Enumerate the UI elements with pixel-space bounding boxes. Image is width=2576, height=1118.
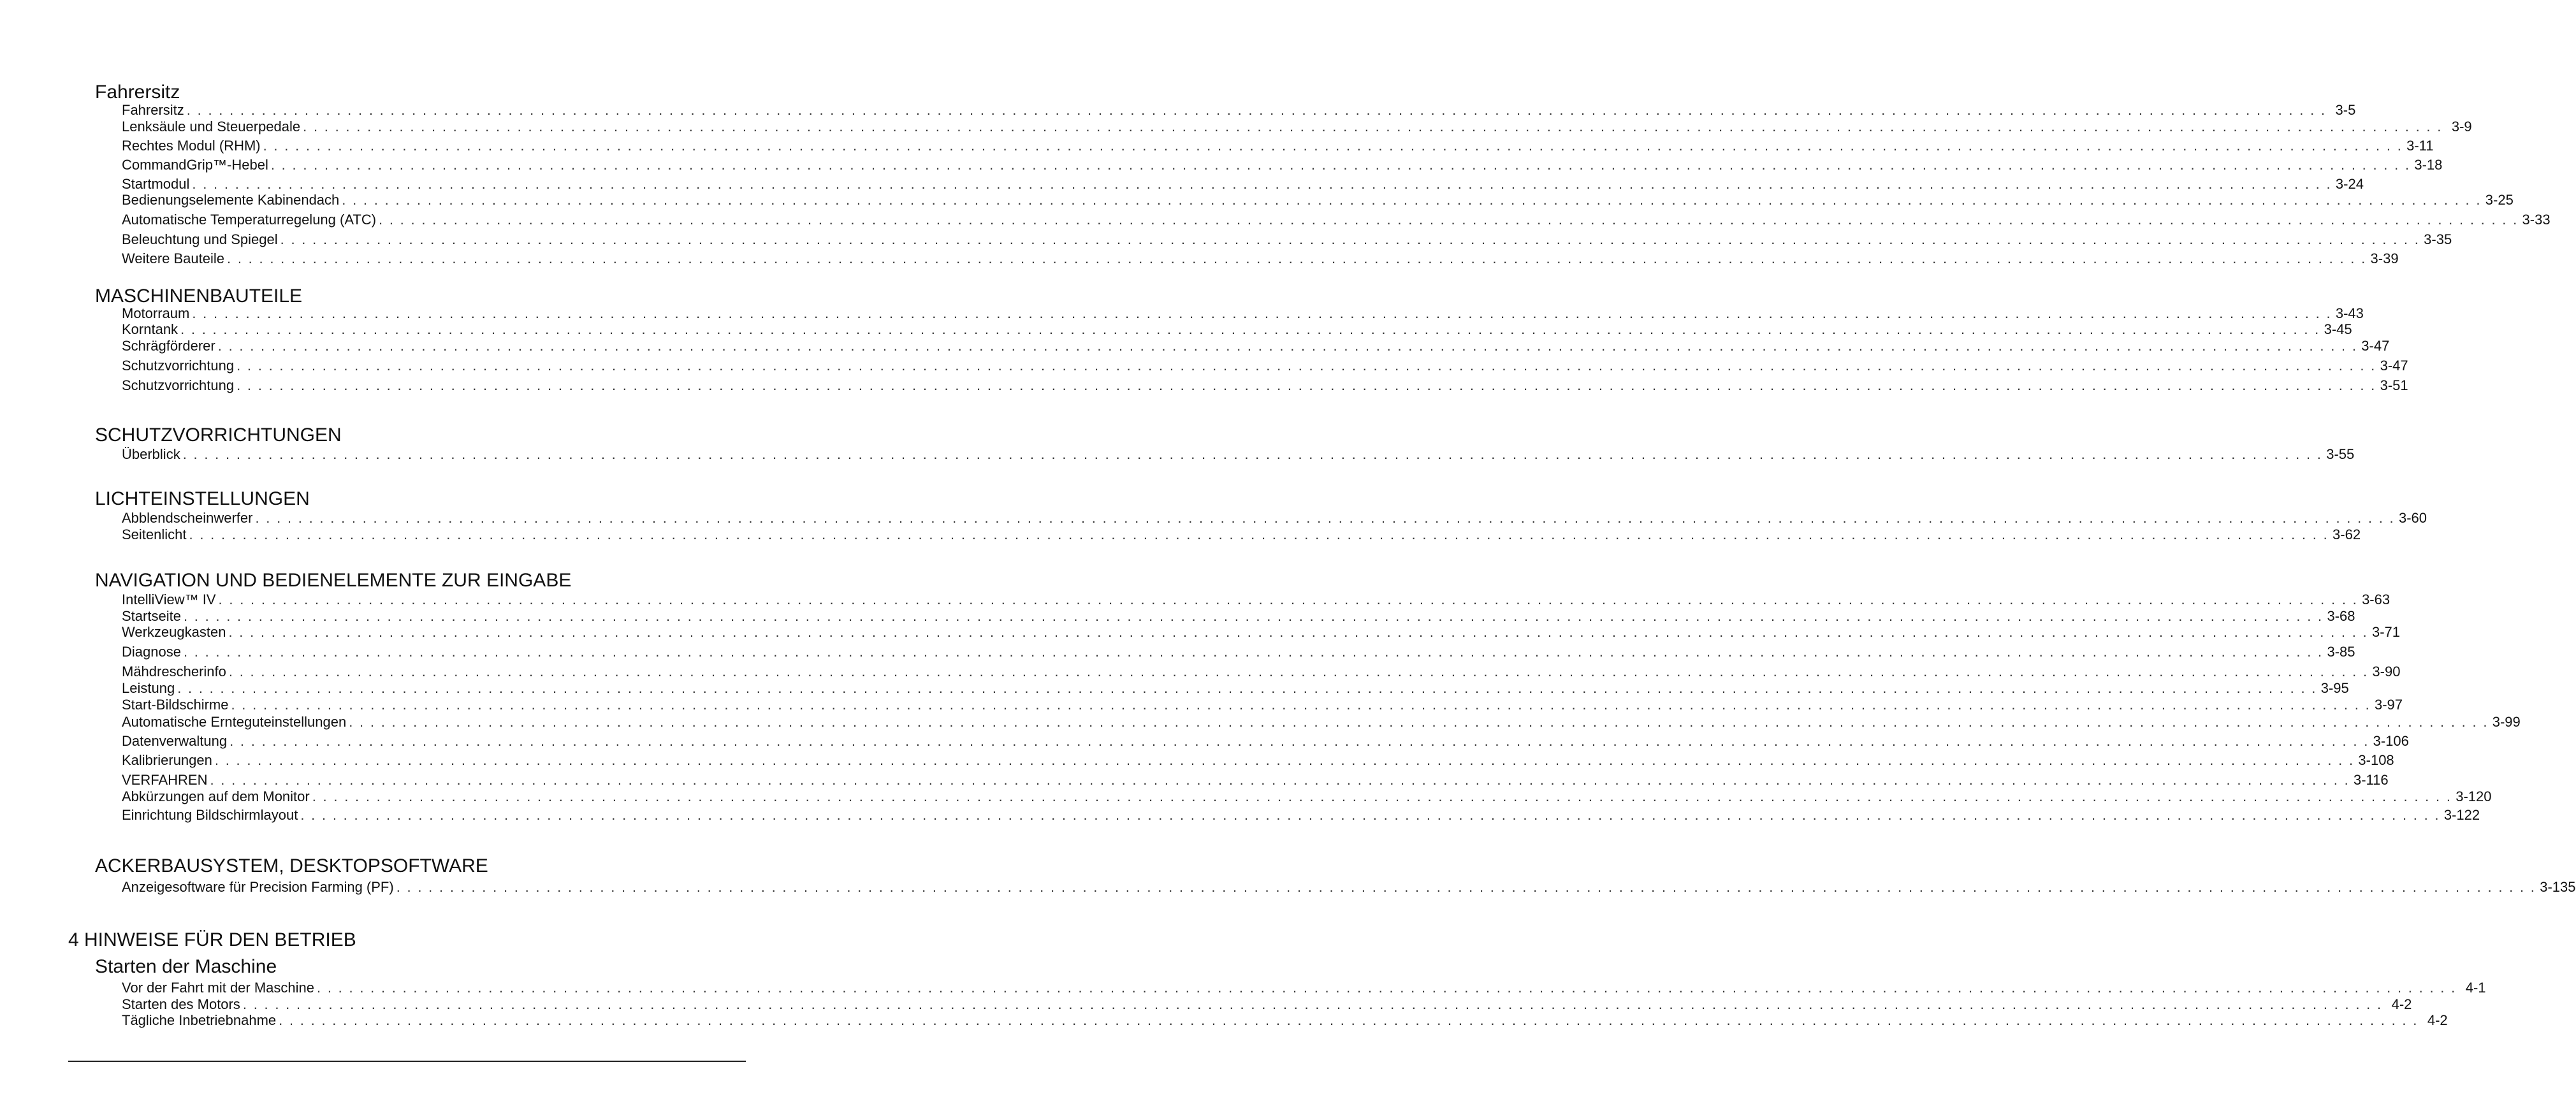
toc-entry-page: 3-25	[2485, 192, 2514, 208]
dot-leader: . . . . . . . . . . . . . . . . . . . . . . . . . . . . . . . . . . . . . . . . . . . . . . . . . . . . . . . . . . . . . . . . . . . . . . . . . . . . . . . . . . . . . . . . . . . . . . . . . . . . . . . . . . . . . . . . . . . . . . . . . . . . . . . . . . . . . . . . . . . . . . . . . . . . . . . . . . . . . . . . . . . . . . . . . . . . . . . . . . . . . . . . . . . . . . . . . . . . . . . .	[263, 138, 2403, 154]
dot-leader: . . . . . . . . . . . . . . . . . . . . . . . . . . . . . . . . . . . . . . . . . . . . . . . . . . . . . . . . . . . . . . . . . . . . . . . . . . . . . . . . . . . . . . . . . . . . . . . . . . . . . . . . . . . . . . . . . . . . . . . . . . . . . . . . . . . . . . . . . . . . . . . . . . . . . . . . . . . . . . . . . . . . . . . . . . . . . . . . . . . . . . . . . . . . . . . . . . . . . . . .	[349, 714, 2489, 730]
toc-entry-label: Mähdrescherinfo	[122, 664, 226, 679]
toc-entry[interactable]	[122, 445, 2355, 463]
toc-entry-label: Diagnose	[122, 644, 181, 660]
toc-entry[interactable]	[122, 376, 2408, 394]
toc-entry[interactable]	[122, 642, 2355, 660]
dot-leader: . . . . . . . . . . . . . . . . . . . . . . . . . . . . . . . . . . . . . . . . . . . . . . . . . . . . . . . . . . . . . . . . . . . . . . . . . . . . . . . . . . . . . . . . . . . . . . . . . . . . . . . . . . . . . . . . . . . . . . . . . . . . . . . . . . . . . . . . . . . . . . . . . . . . . . . . . . . . . . . . . . . . . . . . . . . . . . . . . . . . . . . . . . . . . . . . . . . . . . . .	[218, 592, 2359, 607]
toc-entry-page: 3-120	[2456, 788, 2492, 804]
toc-entry-label: Schutzvorrichtung	[122, 358, 235, 374]
toc-entry-label: Abkürzungen auf dem Monitor	[122, 788, 310, 804]
toc-entry-page: 4-1	[2465, 980, 2486, 996]
toc-entry-label: Lenksäule und Steuerpedale	[122, 119, 301, 134]
dot-leader: . . . . . . . . . . . . . . . . . . . . . . . . . . . . . . . . . . . . . . . . . . . . . . . . . . . . . . . . . . . . . . . . . . . . . . . . . . . . . . . . . . . . . . . . . . . . . . . . . . . . . . . . . . . . . . . . . . . . . . . . . . . . . . . . . . . . . . . . . . . . . . . . . . . . . . . . . . . . . . . . . . . . . . . . . . . . . . . . . . . . . . . . . . . . . . . . . . . . . . . .	[180, 321, 2320, 337]
toc-entry-page: 3-55	[2326, 446, 2355, 462]
toc-entry-page: 3-85	[2327, 644, 2355, 660]
toc-entry-page: 3-116	[2354, 772, 2389, 788]
toc-entry-label: Beleuchtung und Spiegel	[122, 231, 278, 247]
toc-entry[interactable]	[122, 732, 2409, 750]
toc-entry-label: Starten des Motors	[122, 996, 240, 1012]
toc-entry[interactable]	[122, 136, 2434, 154]
dot-leader: . . . . . . . . . . . . . . . . . . . . . . . . . . . . . . . . . . . . . . . . . . . . . . . . . . . . . . . . . . . . . . . . . . . . . . . . . . . . . . . . . . . . . . . . . . . . . . . . . . . . . . . . . . . . . . . . . . . . . . . . . . . . . . . . . . . . . . . . . . . . . . . . . . . . . . . . . . . . . . . . . . . . . . . . . . . . . . . . . . . . . . . . . . . . . . . . . . . . . . . .	[312, 788, 2452, 804]
toc-entry[interactable]	[122, 356, 2408, 374]
toc-entry[interactable]	[122, 1011, 2448, 1029]
dot-leader: . . . . . . . . . . . . . . . . . . . . . . . . . . . . . . . . . . . . . . . . . . . . . . . . . . . . . . . . . . . . . . . . . . . . . . . . . . . . . . . . . . . . . . . . . . . . . . . . . . . . . . . . . . . . . . . . . . . . . . . . . . . . . . . . . . . . . . . . . . . . . . . . . . . . . . . . . . . . . . . . . . . . . . . . . . . . . . . . . . . . . . . . . . . . . . . . . . . . . . . .	[303, 119, 2443, 134]
toc-entry-label: Bedienungselemente Kabinendach	[122, 192, 340, 208]
toc-entry-label: Überblick	[122, 446, 180, 462]
toc-entry[interactable]	[122, 525, 2361, 543]
toc-entry-page: 3-108	[2358, 752, 2394, 768]
toc-entry[interactable]	[122, 117, 2472, 135]
toc-entry-page: 3-51	[2380, 377, 2408, 393]
toc-entry-page: 3-45	[2324, 321, 2352, 337]
toc-entry-page: 3-11	[2406, 138, 2434, 154]
toc-entry-label: Startseite	[122, 608, 181, 624]
toc-entry-page: 4-2	[2391, 996, 2412, 1012]
toc-entry-page: 3-60	[2398, 510, 2427, 526]
dot-leader: . . . . . . . . . . . . . . . . . . . . . . . . . . . . . . . . . . . . . . . . . . . . . . . . . . . . . . . . . . . . . . . . . . . . . . . . . . . . . . . . . . . . . . . . . . . . . . . . . . . . . . . . . . . . . . . . . . . . . . . . . . . . . . . . . . . . . . . . . . . . . . . . . . . . . . . . . . . . . . . . . . . . . . . . . . . . . . . . . . . . . . . . . . . . . . . . . . . . . . . .	[228, 664, 2369, 679]
section-title: SCHUTZVORRICHTUNGEN	[95, 425, 342, 446]
toc-entry[interactable]	[122, 751, 2394, 769]
dot-leader: . . . . . . . . . . . . . . . . . . . . . . . . . . . . . . . . . . . . . . . . . . . . . . . . . . . . . . . . . . . . . . . . . . . . . . . . . . . . . . . . . . . . . . . . . . . . . . . . . . . . . . . . . . . . . . . . . . . . . . . . . . . . . . . . . . . . . . . . . . . . . . . . . . . . . . . . . . . . . . . . . . . . . . . . . . . . . . . . . . . . . . . . . . . . . . . . . . . . . . . .	[228, 624, 2368, 640]
toc-entry[interactable]	[122, 713, 2521, 730]
toc-entry-label: Vor der Fahrt mit der Maschine	[122, 980, 315, 996]
toc-entry[interactable]	[122, 771, 2389, 788]
toc-entry-page: 3-135	[2540, 879, 2576, 895]
toc-entry-label: Start-Bildschirme	[122, 697, 229, 713]
toc-entry[interactable]	[122, 878, 2576, 896]
toc-entry[interactable]	[122, 695, 2403, 713]
footer-rule	[68, 1061, 746, 1062]
dot-leader: . . . . . . . . . . . . . . . . . . . . . . . . . . . . . . . . . . . . . . . . . . . . . . . . . . . . . . . . . . . . . . . . . . . . . . . . . . . . . . . . . . . . . . . . . . . . . . . . . . . . . . . . . . . . . . . . . . . . . . . . . . . . . . . . . . . . . . . . . . . . . . . . . . . . . . . . . . . . . . . . . . . . . . . . . . . . . . . . . . . . . . . . . . . . . . . . . . . . . . . .	[210, 772, 2350, 788]
toc-entry-page: 3-99	[2492, 714, 2521, 730]
dot-leader: . . . . . . . . . . . . . . . . . . . . . . . . . . . . . . . . . . . . . . . . . . . . . . . . . . . . . . . . . . . . . . . . . . . . . . . . . . . . . . . . . . . . . . . . . . . . . . . . . . . . . . . . . . . . . . . . . . . . . . . . . . . . . . . . . . . . . . . . . . . . . . . . . . . . . . . . . . . . . . . . . . . . . . . . . . . . . . . . . . . . . . . . . . . . . . . . . . . . . . . .	[255, 510, 2395, 526]
toc-entry-label: Schrägförderer	[122, 338, 215, 354]
toc-entry-label: Automatische Ernteguteinstellungen	[122, 714, 347, 730]
toc-entry-page: 3-90	[2372, 664, 2401, 679]
dot-leader: . . . . . . . . . . . . . . . . . . . . . . . . . . . . . . . . . . . . . . . . . . . . . . . . . . . . . . . . . . . . . . . . . . . . . . . . . . . . . . . . . . . . . . . . . . . . . . . . . . . . . . . . . . . . . . . . . . . . . . . . . . . . . . . . . . . . . . . . . . . . . . . . . . . . . . . . . . . . . . . . . . . . . . . . . . . . . . . . . . . . . . . . . . . . . . . . . . . . . . . .	[396, 879, 2536, 895]
toc-entry-page: 3-47	[2361, 338, 2390, 354]
toc-entry[interactable]	[122, 101, 2356, 119]
dot-leader: . . . . . . . . . . . . . . . . . . . . . . . . . . . . . . . . . . . . . . . . . . . . . . . . . . . . . . . . . . . . . . . . . . . . . . . . . . . . . . . . . . . . . . . . . . . . . . . . . . . . . . . . . . . . . . . . . . . . . . . . . . . . . . . . . . . . . . . . . . . . . . . . . . . . . . . . . . . . . . . . . . . . . . . . . . . . . . . . . . . . . . . . . . . . . . . . . . . . . . . .	[236, 377, 2376, 393]
toc-entry-label: Schutzvorrichtung	[122, 377, 235, 393]
toc-entry[interactable]	[122, 679, 2349, 697]
toc-entry-page: 3-9	[2451, 119, 2472, 134]
toc-entry[interactable]	[122, 509, 2427, 526]
toc-entry[interactable]	[122, 995, 2412, 1013]
dot-leader: . . . . . . . . . . . . . . . . . . . . . . . . . . . . . . . . . . . . . . . . . . . . . . . . . . . . . . . . . . . . . . . . . . . . . . . . . . . . . . . . . . . . . . . . . . . . . . . . . . . . . . . . . . . . . . . . . . . . . . . . . . . . . . . . . . . . . . . . . . . . . . . . . . . . . . . . . . . . . . . . . . . . . . . . . . . . . . . . . . . . . . . . . . . . . . . . . . . . . . . .	[186, 102, 2327, 118]
dot-leader: . . . . . . . . . . . . . . . . . . . . . . . . . . . . . . . . . . . . . . . . . . . . . . . . . . . . . . . . . . . . . . . . . . . . . . . . . . . . . . . . . . . . . . . . . . . . . . . . . . . . . . . . . . . . . . . . . . . . . . . . . . . . . . . . . . . . . . . . . . . . . . . . . . . . . . . . . . . . . . . . . . . . . . . . . . . . . . . . . . . . . . . . . . . . . . . . . . . . . . . .	[177, 680, 2317, 696]
toc-entry[interactable]	[122, 320, 2352, 338]
toc-entry-label: Tägliche Inbetriebnahme	[122, 1012, 277, 1028]
toc-entry[interactable]	[122, 978, 2486, 996]
dot-leader: . . . . . . . . . . . . . . . . . . . . . . . . . . . . . . . . . . . . . . . . . . . . . . . . . . . . . . . . . . . . . . . . . . . . . . . . . . . . . . . . . . . . . . . . . . . . . . . . . . . . . . . . . . . . . . . . . . . . . . . . . . . . . . . . . . . . . . . . . . . . . . . . . . . . . . . . . . . . . . . . . . . . . . . . . . . . . . . . . . . . . . . . . . . . . . . . . . . . . . . .	[192, 176, 2332, 192]
dot-leader: . . . . . . . . . . . . . . . . . . . . . . . . . . . . . . . . . . . . . . . . . . . . . . . . . . . . . . . . . . . . . . . . . . . . . . . . . . . . . . . . . . . . . . . . . . . . . . . . . . . . . . . . . . . . . . . . . . . . . . . . . . . . . . . . . . . . . . . . . . . . . . . . . . . . . . . . . . . . . . . . . . . . . . . . . . . . . . . . . . . . . . . . . . . . . . . . . . . . . . . .	[229, 733, 2369, 749]
toc-entry[interactable]	[122, 175, 2364, 192]
toc-entry-label: Einrichtung Bildschirmlayout	[122, 807, 298, 823]
toc-entry-label: Kalibrierungen	[122, 752, 212, 768]
dot-leader: . . . . . . . . . . . . . . . . . . . . . . . . . . . . . . . . . . . . . . . . . . . . . . . . . . . . . . . . . . . . . . . . . . . . . . . . . . . . . . . . . . . . . . . . . . . . . . . . . . . . . . . . . . . . . . . . . . . . . . . . . . . . . . . . . . . . . . . . . . . . . . . . . . . . . . . . . . . . . . . . . . . . . . . . . . . . . . . . . . . . . . . . . . . . . . . . . . . . . . . .	[217, 338, 2358, 354]
toc-entry-label: Startmodul	[122, 176, 190, 192]
toc-entry-label: Automatische Temperaturregelung (ATC)	[122, 212, 377, 228]
toc-entry[interactable]	[122, 249, 2399, 267]
toc-entry-page: 3-5	[2335, 102, 2356, 118]
dot-leader: . . . . . . . . . . . . . . . . . . . . . . . . . . . . . . . . . . . . . . . . . . . . . . . . . . . . . . . . . . . . . . . . . . . . . . . . . . . . . . . . . . . . . . . . . . . . . . . . . . . . . . . . . . . . . . . . . . . . . . . . . . . . . . . . . . . . . . . . . . . . . . . . . . . . . . . . . . . . . . . . . . . . . . . . . . . . . . . . . . . . . . . . . . . . . . . . . . . . . . . .	[189, 526, 2329, 542]
toc-entry-label: Seitenlicht	[122, 526, 187, 542]
toc-entry-page: 3-63	[2362, 592, 2390, 607]
toc-entry-page: 4-2	[2427, 1012, 2448, 1028]
toc-entry[interactable]	[122, 607, 2355, 625]
chapter-title: 4 HINWEISE FÜR DEN BETRIEB	[68, 929, 356, 950]
dot-leader: . . . . . . . . . . . . . . . . . . . . . . . . . . . . . . . . . . . . . . . . . . . . . . . . . . . . . . . . . . . . . . . . . . . . . . . . . . . . . . . . . . . . . . . . . . . . . . . . . . . . . . . . . . . . . . . . . . . . . . . . . . . . . . . . . . . . . . . . . . . . . . . . . . . . . . . . . . . . . . . . . . . . . . . . . . . . . . . . . . . . . . . . . . . . . . . . . . . . . . . .	[182, 446, 2323, 462]
section-title: MASCHINENBAUTEILE	[95, 286, 303, 307]
toc-entry-page: 3-68	[2327, 608, 2355, 624]
dot-leader: . . . . . . . . . . . . . . . . . . . . . . . . . . . . . . . . . . . . . . . . . . . . . . . . . . . . . . . . . . . . . . . . . . . . . . . . . . . . . . . . . . . . . . . . . . . . . . . . . . . . . . . . . . . . . . . . . . . . . . . . . . . . . . . . . . . . . . . . . . . . . . . . . . . . . . . . . . . . . . . . . . . . . . . . . . . . . . . . . . . . . . . . . . . . . . . . . . . . . . . .	[183, 608, 2324, 624]
dot-leader: . . . . . . . . . . . . . . . . . . . . . . . . . . . . . . . . . . . . . . . . . . . . . . . . . . . . . . . . . . . . . . . . . . . . . . . . . . . . . . . . . . . . . . . . . . . . . . . . . . . . . . . . . . . . . . . . . . . . . . . . . . . . . . . . . . . . . . . . . . . . . . . . . . . . . . . . . . . . . . . . . . . . . . . . . . . . . . . . . . . . . . . . . . . . . . . . . . . . . . . .	[280, 231, 2420, 247]
toc-entry-page: 3-97	[2375, 697, 2403, 713]
toc-entry-label: VERFAHREN	[122, 772, 208, 788]
toc-entry[interactable]	[122, 590, 2390, 608]
dot-leader: . . . . . . . . . . . . . . . . . . . . . . . . . . . . . . . . . . . . . . . . . . . . . . . . . . . . . . . . . . . . . . . . . . . . . . . . . . . . . . . . . . . . . . . . . . . . . . . . . . . . . . . . . . . . . . . . . . . . . . . . . . . . . . . . . . . . . . . . . . . . . . . . . . . . . . . . . . . . . . . . . . . . . . . . . . . . . . . . . . . . . . . . . . . . . . . . . . . . . . . .	[279, 1012, 2419, 1028]
dot-leader: . . . . . . . . . . . . . . . . . . . . . . . . . . . . . . . . . . . . . . . . . . . . . . . . . . . . . . . . . . . . . . . . . . . . . . . . . . . . . . . . . . . . . . . . . . . . . . . . . . . . . . . . . . . . . . . . . . . . . . . . . . . . . . . . . . . . . . . . . . . . . . . . . . . . . . . . . . . . . . . . . . . . . . . . . . . . . . . . . . . . . . . . . . . . . . . . . . . . . . . .	[227, 250, 2367, 266]
toc-entry[interactable]	[122, 230, 2452, 248]
dot-leader: . . . . . . . . . . . . . . . . . . . . . . . . . . . . . . . . . . . . . . . . . . . . . . . . . . . . . . . . . . . . . . . . . . . . . . . . . . . . . . . . . . . . . . . . . . . . . . . . . . . . . . . . . . . . . . . . . . . . . . . . . . . . . . . . . . . . . . . . . . . . . . . . . . . . . . . . . . . . . . . . . . . . . . . . . . . . . . . . . . . . . . . . . . . . . . . . . . . . . . . .	[317, 980, 2457, 996]
dot-leader: . . . . . . . . . . . . . . . . . . . . . . . . . . . . . . . . . . . . . . . . . . . . . . . . . . . . . . . . . . . . . . . . . . . . . . . . . . . . . . . . . . . . . . . . . . . . . . . . . . . . . . . . . . . . . . . . . . . . . . . . . . . . . . . . . . . . . . . . . . . . . . . . . . . . . . . . . . . . . . . . . . . . . . . . . . . . . . . . . . . . . . . . . . . . . . . . . . . . . . . .	[214, 752, 2355, 768]
toc-entry-label: Datenverwaltung	[122, 733, 228, 749]
toc-entry[interactable]	[122, 662, 2401, 680]
toc-entry-page: 3-62	[2332, 526, 2361, 542]
toc-entry-label: Abblendscheinwerfer	[122, 510, 253, 526]
toc-entry[interactable]	[122, 210, 2551, 228]
toc-entry[interactable]	[122, 337, 2390, 354]
toc-entry-page: 3-47	[2380, 358, 2408, 374]
toc-entry-label: Weitere Bauteile	[122, 250, 225, 266]
dot-leader: . . . . . . . . . . . . . . . . . . . . . . . . . . . . . . . . . . . . . . . . . . . . . . . . . . . . . . . . . . . . . . . . . . . . . . . . . . . . . . . . . . . . . . . . . . . . . . . . . . . . . . . . . . . . . . . . . . . . . . . . . . . . . . . . . . . . . . . . . . . . . . . . . . . . . . . . . . . . . . . . . . . . . . . . . . . . . . . . . . . . . . . . . . . . . . . . . . . . . . . .	[300, 807, 2440, 823]
toc-entry[interactable]	[122, 304, 2364, 322]
toc-entry-label: Leistung	[122, 680, 175, 696]
section-title: LICHTEINSTELLUNGEN	[95, 488, 310, 509]
toc-entry-label: Werkzeugkasten	[122, 624, 226, 640]
toc-entry-page: 3-18	[2414, 157, 2443, 173]
section-title: ACKERBAUSYSTEM, DESKTOPSOFTWARE	[95, 855, 488, 876]
toc-entry-label: Korntank	[122, 321, 178, 337]
toc-entry-page: 3-35	[2424, 231, 2452, 247]
toc-entry-label: Rechtes Modul (RHM)	[122, 138, 261, 154]
dot-leader: . . . . . . . . . . . . . . . . . . . . . . . . . . . . . . . . . . . . . . . . . . . . . . . . . . . . . . . . . . . . . . . . . . . . . . . . . . . . . . . . . . . . . . . . . . . . . . . . . . . . . . . . . . . . . . . . . . . . . . . . . . . . . . . . . . . . . . . . . . . . . . . . . . . . . . . . . . . . . . . . . . . . . . . . . . . . . . . . . . . . . . . . . . . . . . . . . . . . . . . .	[379, 212, 2519, 228]
toc-entry-page: 3-43	[2335, 305, 2364, 321]
toc-entry-page: 3-122	[2443, 807, 2480, 823]
toc-entry-label: Motorraum	[122, 305, 190, 321]
toc-entry-label: Anzeigesoftware für Precision Farming (PF)	[122, 879, 394, 895]
dot-leader: . . . . . . . . . . . . . . . . . . . . . . . . . . . . . . . . . . . . . . . . . . . . . . . . . . . . . . . . . . . . . . . . . . . . . . . . . . . . . . . . . . . . . . . . . . . . . . . . . . . . . . . . . . . . . . . . . . . . . . . . . . . . . . . . . . . . . . . . . . . . . . . . . . . . . . . . . . . . . . . . . . . . . . . . . . . . . . . . . . . . . . . . . . . . . . . . . . . . . . . .	[242, 996, 2383, 1012]
toc-entry-page: 3-39	[2370, 250, 2399, 266]
toc-entry-page: 3-33	[2522, 212, 2551, 228]
section-title: Starten der Maschine	[95, 956, 277, 977]
section-title: NAVIGATION UND BEDIENELEMENTE ZUR EINGABE	[95, 570, 572, 591]
toc-entry[interactable]	[122, 806, 2480, 824]
toc-entry[interactable]	[122, 623, 2401, 641]
toc-entry[interactable]	[122, 156, 2443, 173]
toc-entry-page: 3-71	[2371, 624, 2401, 640]
toc-entry-page: 3-95	[2320, 680, 2349, 696]
dot-leader: . . . . . . . . . . . . . . . . . . . . . . . . . . . . . . . . . . . . . . . . . . . . . . . . . . . . . . . . . . . . . . . . . . . . . . . . . . . . . . . . . . . . . . . . . . . . . . . . . . . . . . . . . . . . . . . . . . . . . . . . . . . . . . . . . . . . . . . . . . . . . . . . . . . . . . . . . . . . . . . . . . . . . . . . . . . . . . . . . . . . . . . . . . . . . . . . . . . . . . . .	[183, 644, 2324, 660]
toc-entry[interactable]	[122, 191, 2514, 208]
dot-leader: . . . . . . . . . . . . . . . . . . . . . . . . . . . . . . . . . . . . . . . . . . . . . . . . . . . . . . . . . . . . . . . . . . . . . . . . . . . . . . . . . . . . . . . . . . . . . . . . . . . . . . . . . . . . . . . . . . . . . . . . . . . . . . . . . . . . . . . . . . . . . . . . . . . . . . . . . . . . . . . . . . . . . . . . . . . . . . . . . . . . . . . . . . . . . . . . . . . . . . . .	[192, 305, 2332, 321]
dot-leader: . . . . . . . . . . . . . . . . . . . . . . . . . . . . . . . . . . . . . . . . . . . . . . . . . . . . . . . . . . . . . . . . . . . . . . . . . . . . . . . . . . . . . . . . . . . . . . . . . . . . . . . . . . . . . . . . . . . . . . . . . . . . . . . . . . . . . . . . . . . . . . . . . . . . . . . . . . . . . . . . . . . . . . . . . . . . . . . . . . . . . . . . . . . . . . . . . . . . . . . .	[231, 697, 2371, 713]
dot-leader: . . . . . . . . . . . . . . . . . . . . . . . . . . . . . . . . . . . . . . . . . . . . . . . . . . . . . . . . . . . . . . . . . . . . . . . . . . . . . . . . . . . . . . . . . . . . . . . . . . . . . . . . . . . . . . . . . . . . . . . . . . . . . . . . . . . . . . . . . . . . . . . . . . . . . . . . . . . . . . . . . . . . . . . . . . . . . . . . . . . . . . . . . . . . . . . . . . . . . . . .	[270, 157, 2411, 173]
toc-entry-page: 3-24	[2335, 176, 2364, 192]
toc-entry-label: IntelliView™ IV	[122, 592, 216, 607]
toc-entry[interactable]	[122, 787, 2492, 805]
section-title: Fahrersitz	[95, 82, 180, 103]
toc-entry-page: 3-106	[2373, 733, 2409, 749]
toc-entry-label: CommandGrip™-Hebel	[122, 157, 268, 173]
dot-leader: . . . . . . . . . . . . . . . . . . . . . . . . . . . . . . . . . . . . . . . . . . . . . . . . . . . . . . . . . . . . . . . . . . . . . . . . . . . . . . . . . . . . . . . . . . . . . . . . . . . . . . . . . . . . . . . . . . . . . . . . . . . . . . . . . . . . . . . . . . . . . . . . . . . . . . . . . . . . . . . . . . . . . . . . . . . . . . . . . . . . . . . . . . . . . . . . . . . . . . . .	[236, 358, 2376, 374]
toc-entry-label: Fahrersitz	[122, 102, 184, 118]
dot-leader: . . . . . . . . . . . . . . . . . . . . . . . . . . . . . . . . . . . . . . . . . . . . . . . . . . . . . . . . . . . . . . . . . . . . . . . . . . . . . . . . . . . . . . . . . . . . . . . . . . . . . . . . . . . . . . . . . . . . . . . . . . . . . . . . . . . . . . . . . . . . . . . . . . . . . . . . . . . . . . . . . . . . . . . . . . . . . . . . . . . . . . . . . . . . . . . . . . . . . . . .	[342, 192, 2482, 208]
